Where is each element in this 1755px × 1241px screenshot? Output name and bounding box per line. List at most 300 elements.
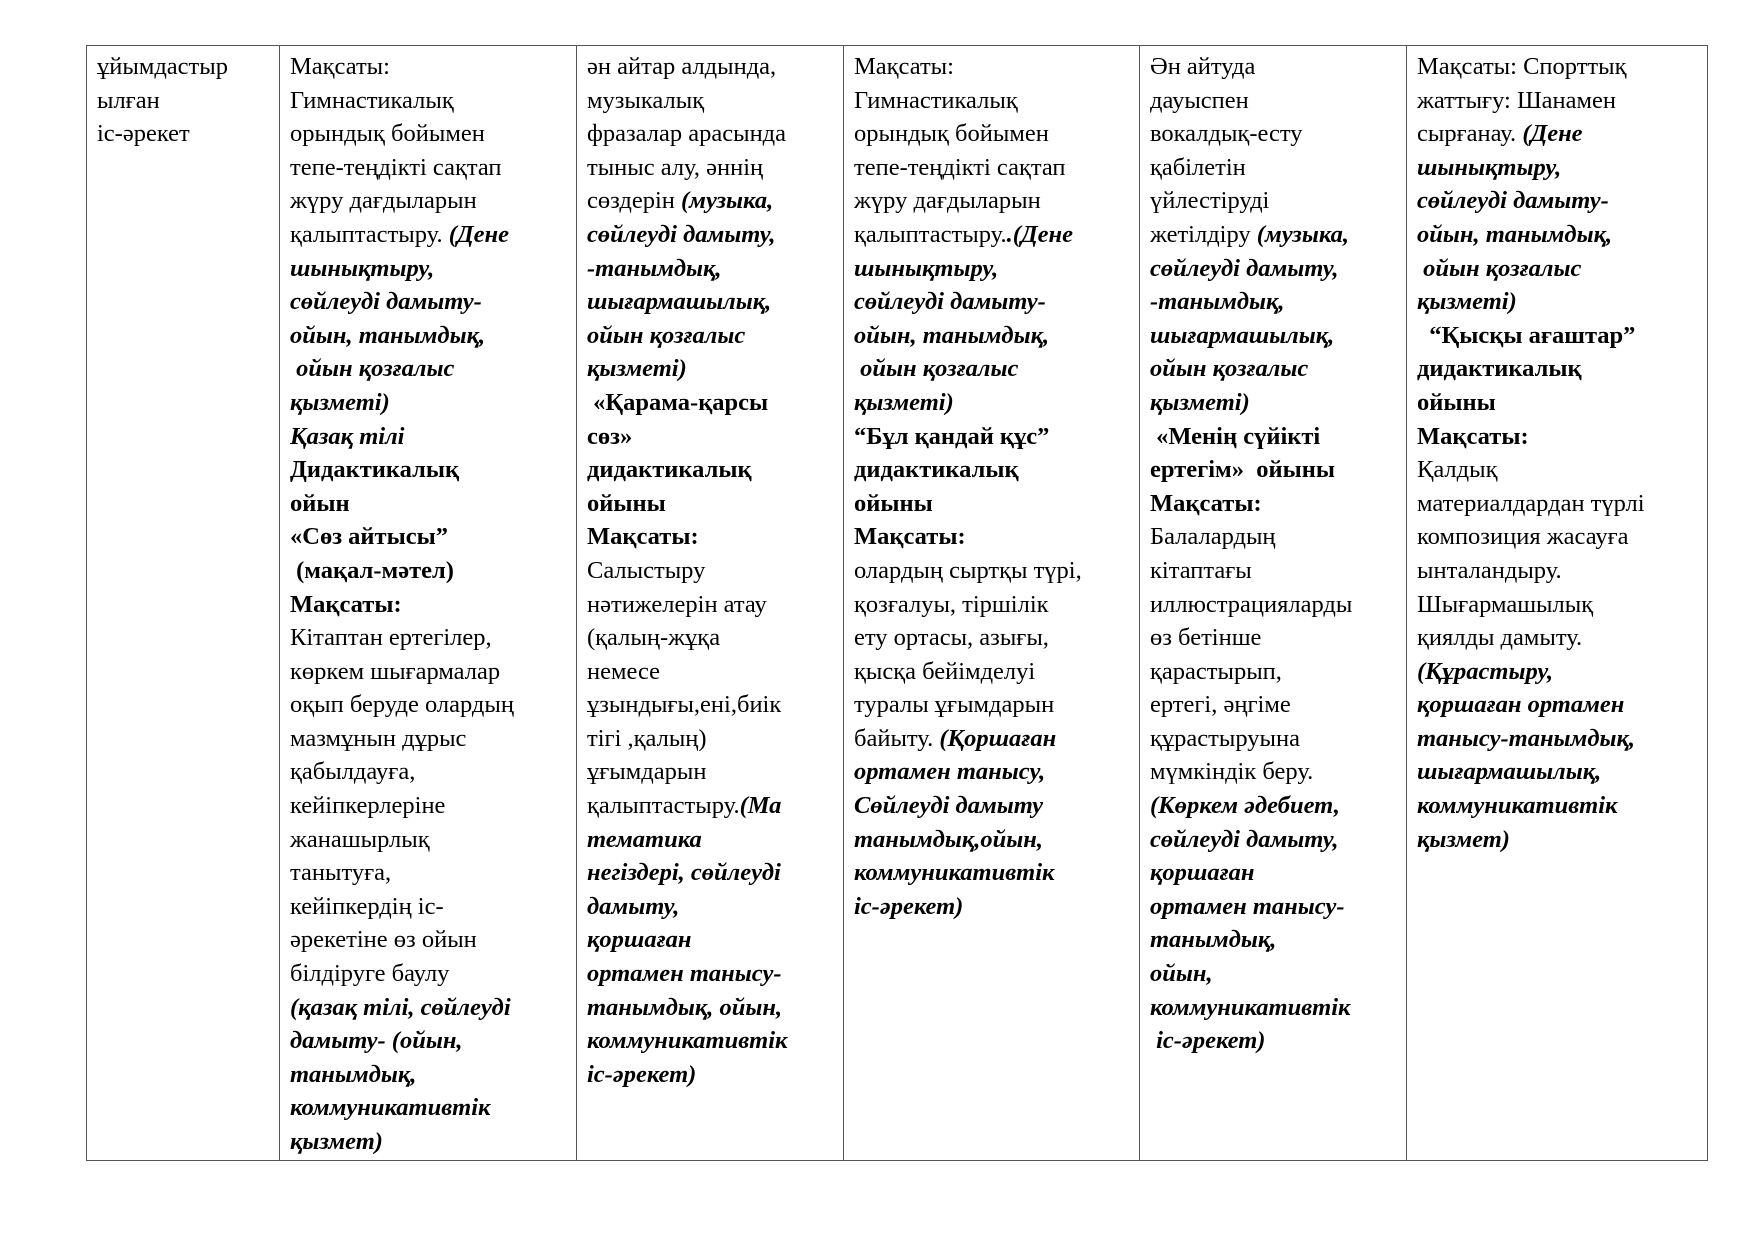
cell-line [854, 722, 1131, 756]
text-run: ән айтар алдында, [587, 53, 777, 80]
text-run: көркем шығармалар [290, 657, 501, 685]
text-run: қарастырып, [1150, 657, 1282, 685]
text-run: ойыны [1417, 388, 1496, 416]
text-run: «Менің сүйікті [1150, 422, 1321, 450]
text-run: ойын қозғалыс [1150, 355, 1309, 383]
text-run: шығармашылық, [587, 288, 772, 316]
cell-line [290, 856, 568, 890]
cell-line [1417, 688, 1699, 722]
cell-line [587, 823, 835, 857]
text-run: ұзындығы,ені,биік [587, 691, 782, 719]
cell-line [587, 890, 835, 924]
cell-line [1417, 184, 1699, 218]
text-run: Кітаптан ертегілер, [290, 624, 492, 652]
text-run: ойын [290, 489, 350, 517]
cell-line [587, 84, 835, 118]
text-run: мазмұнын дұрыс [290, 724, 467, 752]
tuesday-cell [577, 46, 844, 1161]
text-run: жетілдіру [1150, 220, 1257, 248]
cell-line [1150, 991, 1398, 1025]
row-label-line: іс-әрекет [97, 120, 190, 148]
cell-line [290, 1058, 568, 1092]
cell-line [1150, 117, 1398, 151]
text-run: іс-әрекет) [1150, 1027, 1266, 1055]
text-run: ойын, танымдық, [854, 321, 1050, 349]
cell-line [587, 1024, 835, 1058]
text-run: негіздері, сөйлеуді [587, 859, 781, 887]
text-run: білдіруге баулу [290, 960, 450, 988]
text-run: танымдық, [290, 1060, 417, 1088]
text-run: ортамен танысу- [587, 960, 782, 988]
text-run: .(Дене [1006, 220, 1073, 248]
cell-line [1150, 655, 1398, 689]
cell-line [290, 1024, 568, 1058]
cell-line [1150, 588, 1398, 622]
cell-line [1417, 319, 1699, 353]
cell-line [854, 453, 1131, 487]
text-run: ойыны [854, 489, 933, 517]
cell-line [1417, 218, 1699, 252]
text-run: қоршаған [587, 926, 692, 954]
cell-line [854, 386, 1131, 420]
text-run: өз бетінше [1150, 624, 1262, 652]
cell-line [1150, 151, 1398, 185]
text-run: қызметі) [587, 355, 687, 383]
text-run: Мақсаты: [290, 53, 390, 80]
cell-line [854, 218, 1131, 252]
text-run: Ән айтуда [1150, 53, 1256, 80]
cell-line [587, 151, 835, 185]
cell-line [854, 319, 1131, 353]
text-run: шығармашылық, [1150, 321, 1335, 349]
cell-line [587, 453, 835, 487]
cell-line [290, 688, 568, 722]
cell-line [587, 117, 835, 151]
text-run: тыныс алу, әннің [587, 153, 764, 181]
text-run: дидактикалық [854, 456, 1019, 484]
text-run: танымдық, ойын, [587, 993, 783, 1021]
text-run: қалыптастыру. [290, 220, 449, 248]
text-run: ойын қозғалыс [587, 321, 746, 349]
cell-line [587, 386, 835, 420]
cell-line [854, 151, 1131, 185]
text-run: іс-әрекет) [587, 1060, 697, 1088]
text-run: қабылдауға, [290, 758, 416, 786]
text-run: “Қысқы ағаштар” [1417, 321, 1636, 349]
cell-line [1150, 319, 1398, 353]
text-run: вокалдық-есту [1150, 120, 1303, 148]
text-run: қызметі) [1417, 288, 1517, 316]
text-run: дауыспен [1150, 86, 1249, 114]
text-run: ортамен танысу- [1150, 892, 1345, 920]
cell-line [290, 319, 568, 353]
cell-line [854, 621, 1131, 655]
cell-line [1417, 621, 1699, 655]
cell-line [587, 688, 835, 722]
table-row [87, 46, 1708, 1161]
cell-line [587, 554, 835, 588]
text-run: «Қарама-қарсы [587, 388, 769, 416]
text-run: (Дене [448, 220, 509, 248]
cell-line [1417, 84, 1699, 118]
cell-line [854, 487, 1131, 521]
text-run: “Бұл қандай құс” [854, 422, 1050, 450]
cell-line [290, 957, 568, 991]
text-run: (музыка, [1256, 220, 1350, 248]
cell-line [1150, 823, 1398, 857]
cell-line [854, 588, 1131, 622]
cell-line [1417, 755, 1699, 789]
text-run: (қалың-жұқа [587, 624, 721, 652]
text-run: (мақал-мәтел) [290, 556, 454, 584]
cell-line [1150, 386, 1398, 420]
text-run: ойын қозғалыс [1417, 254, 1582, 282]
cell-line [290, 487, 568, 521]
text-run: қиялды дамыту. [1417, 624, 1583, 652]
cell-line [1150, 252, 1398, 286]
text-run: оқып беруде олардың [290, 691, 514, 719]
cell-line [587, 588, 835, 622]
cell-line [854, 789, 1131, 823]
cell-line [1150, 520, 1398, 554]
cell-line [1150, 420, 1398, 454]
cell-line [854, 184, 1131, 218]
cell-line [854, 352, 1131, 386]
text-run: шынықтыру, [854, 254, 999, 282]
cell-line [1150, 755, 1398, 789]
cell-line [587, 1058, 835, 1092]
cell-line [1417, 789, 1699, 823]
text-run: ету ортасы, азығы, [854, 624, 1049, 652]
cell-line [290, 722, 568, 756]
text-run: қызметі) [290, 388, 390, 416]
cell-line [290, 50, 568, 84]
cell-line [1150, 285, 1398, 319]
text-run: (Қоршаған [939, 724, 1057, 752]
cell-line [587, 755, 835, 789]
text-run: музыкалық [587, 86, 705, 114]
text-run: ертегім» ойыны [1150, 456, 1335, 484]
cell-line [854, 50, 1131, 84]
cell-line [1150, 352, 1398, 386]
text-run: жүру дағдыларын [854, 187, 1041, 215]
text-run: орындық бойымен [290, 120, 485, 148]
text-run: Қазақ тілі [290, 422, 405, 450]
cell-line [290, 117, 568, 151]
text-run: композиция жасауға [1417, 523, 1629, 551]
text-run: ойыны [587, 489, 666, 517]
text-run: Мақсаты: [587, 523, 699, 551]
cell-line [1417, 252, 1699, 286]
text-run: Мақсаты: [1417, 422, 1529, 450]
cell-line [290, 1091, 568, 1125]
cell-line [290, 218, 568, 252]
cell-line [290, 252, 568, 286]
cell-line [854, 688, 1131, 722]
cell-line [290, 285, 568, 319]
cell-line [1150, 688, 1398, 722]
text-run: (Құрастыру, [1417, 657, 1554, 685]
cell-line [854, 823, 1131, 857]
row-label-cell [87, 46, 280, 1161]
cell-line [587, 285, 835, 319]
text-run: Гимнастикалық [854, 86, 1018, 114]
text-run: (музыка, [681, 187, 774, 215]
text-run: құрастыруына [1150, 724, 1300, 752]
cell-line [587, 420, 835, 454]
cell-line [1417, 386, 1699, 420]
text-run: ертегі, әңгіме [1150, 691, 1291, 719]
cell-line [587, 789, 835, 823]
cell-line [587, 923, 835, 957]
text-run: немесе [587, 657, 661, 685]
cell-line [854, 285, 1131, 319]
cell-line [587, 487, 835, 521]
text-run: коммуникативтік [290, 1094, 491, 1122]
text-run: коммуникативтік [854, 859, 1055, 887]
cell-line [1150, 957, 1398, 991]
text-run: Мақсаты: [290, 590, 402, 618]
cell-line [854, 655, 1131, 689]
row-label-line: ылған [97, 86, 160, 114]
text-run: танысу-танымдық, [1417, 724, 1636, 752]
text-run: орындық бойымен [854, 120, 1049, 148]
text-run: дидактикалық [587, 456, 752, 484]
text-run: (Дене [1522, 120, 1583, 148]
text-run: (Ма [739, 792, 782, 820]
thursday-cell [1140, 46, 1407, 1161]
cell-line [854, 755, 1131, 789]
cell-line [1150, 890, 1398, 924]
text-run: сөйлеуді дамыту- [854, 288, 1046, 316]
text-run: байыту. [854, 724, 940, 752]
cell-line [1150, 453, 1398, 487]
text-run: «Сөз айтысы” [290, 523, 448, 551]
cell-line [1150, 184, 1398, 218]
cell-line [1150, 50, 1398, 84]
text-run: қабілетін [1150, 153, 1246, 181]
text-run: сөйлеуді дамыту, [587, 220, 776, 248]
text-run: ынталандыру. [1417, 556, 1562, 584]
cell-line [1417, 487, 1699, 521]
text-run: дамыту, [587, 892, 680, 920]
cell-line [854, 520, 1131, 554]
text-run: жанашырлық [290, 825, 430, 853]
text-run: -танымдық, [1150, 288, 1285, 316]
text-run: (қазақ тілі, сөйлеуді [290, 993, 511, 1021]
text-run: сөйлеуді дамыту- [290, 288, 482, 316]
text-run: танытуға, [290, 859, 392, 887]
cell-line [1150, 722, 1398, 756]
cell-line [587, 991, 835, 1025]
text-run: тепе-теңдікті сақтап [290, 153, 502, 181]
cell-line [587, 184, 835, 218]
row-label-line: ұйымдастыр [97, 53, 228, 80]
text-run: шынықтыру, [1417, 153, 1562, 181]
text-run: қызметі) [1150, 388, 1250, 416]
cell-line [290, 621, 568, 655]
cell-line [1417, 50, 1699, 84]
text-run: әрекетіне өз ойын [290, 926, 477, 954]
text-run: ұғымдарын [587, 758, 707, 786]
text-run: ойын, танымдық, [1417, 220, 1613, 248]
text-run: тігі ,қалың) [587, 724, 707, 752]
text-run: қалыптастыру. [854, 220, 1007, 248]
cell-line [587, 856, 835, 890]
text-run: қызметі) [854, 388, 954, 416]
cell-line [587, 50, 835, 84]
text-run: нәтижелерін атау [587, 590, 767, 618]
cell-line [1150, 621, 1398, 655]
text-run: қызмет) [1417, 825, 1510, 853]
text-run: коммуникативтік [1150, 993, 1351, 1021]
text-run: Гимнастикалық [290, 86, 454, 114]
monday-cell [280, 46, 577, 1161]
text-run: ойын, танымдық, [290, 321, 486, 349]
text-run: тематика [587, 825, 702, 853]
text-run: олардың сыртқы түрі, [854, 556, 1082, 584]
cell-line [290, 655, 568, 689]
text-run: ойын, [1150, 960, 1213, 988]
cell-line [1417, 655, 1699, 689]
cell-line [290, 588, 568, 622]
cell-line [290, 84, 568, 118]
cell-line [290, 1125, 568, 1159]
text-run: қысқа бейімделуі [854, 657, 1036, 685]
cell-line [1417, 588, 1699, 622]
text-run: шығармашылық, [1417, 758, 1602, 786]
cell-line [290, 991, 568, 1025]
cell-line [1150, 923, 1398, 957]
cell-line [854, 420, 1131, 454]
text-run: Мақсаты: [1150, 489, 1262, 517]
cell-line [1417, 453, 1699, 487]
text-run: коммуникативтік [587, 1027, 788, 1055]
text-run: материалдардан түрлі [1417, 489, 1645, 517]
cell-line [1150, 1024, 1398, 1058]
text-run: Мақсаты: [854, 523, 966, 551]
lesson-plan-table [86, 45, 1708, 1161]
cell-line [290, 520, 568, 554]
cell-line [1417, 722, 1699, 756]
cell-line [1150, 856, 1398, 890]
text-run: Сөйлеуді дамыту [854, 792, 1044, 820]
cell-line [854, 117, 1131, 151]
text-run: фразалар арасында [587, 120, 787, 148]
cell-line [587, 957, 835, 991]
text-run: Шығармашылық [1417, 590, 1594, 618]
text-run: иллюстрацияларды [1150, 590, 1353, 618]
text-run: Мақсаты: [854, 53, 954, 80]
cell-line [290, 554, 568, 588]
text-run: қозғалуы, тіршілік [854, 590, 1049, 618]
cell-line [854, 554, 1131, 588]
cell-line [587, 352, 835, 386]
cell-line [854, 252, 1131, 286]
cell-line [587, 655, 835, 689]
text-run: туралы ұғымдарын [854, 691, 1055, 719]
cell-line [854, 856, 1131, 890]
text-run: жаттығу: Шанамен [1417, 86, 1617, 114]
text-run: іс-әрекет) [854, 892, 964, 920]
cell-line [587, 520, 835, 554]
cell-line [1150, 487, 1398, 521]
text-run: сырғанау. [1417, 120, 1523, 148]
text-run: жүру дағдыларын [290, 187, 477, 215]
text-run: кітаптағы [1150, 556, 1252, 584]
text-run: дамыту- (ойын, [290, 1027, 463, 1055]
text-run: сөйлеуді дамыту, [1150, 254, 1339, 282]
text-run: Балалардың [1150, 523, 1276, 551]
text-run: үйлестіруді [1150, 187, 1270, 215]
cell-line [1417, 285, 1699, 319]
cell-line [1417, 823, 1699, 857]
text-run: сөздерін [587, 187, 681, 215]
cell-line [290, 890, 568, 924]
text-run: танымдық, [1150, 926, 1277, 954]
cell-line [1150, 554, 1398, 588]
cell-line [1417, 352, 1699, 386]
text-run: сөйлеуді дамыту- [1417, 187, 1609, 215]
cell-line [1150, 84, 1398, 118]
cell-line [587, 722, 835, 756]
text-run: Мақсаты: Спорттық [1417, 53, 1627, 80]
text-run: (Көркем әдебиет, [1150, 792, 1340, 820]
cell-line [290, 151, 568, 185]
cell-line [1150, 789, 1398, 823]
cell-line [290, 453, 568, 487]
cell-line [1417, 117, 1699, 151]
cell-line [1417, 151, 1699, 185]
text-run: қоршаған [1150, 859, 1255, 887]
text-run: қоршаған ортамен [1417, 691, 1625, 719]
cell-line [1417, 420, 1699, 454]
text-run: сөз» [587, 422, 633, 450]
cell-line [587, 319, 835, 353]
cell-line [854, 890, 1131, 924]
wednesday-cell [844, 46, 1140, 1161]
text-run: сөйлеуді дамыту, [1150, 825, 1339, 853]
text-run: дидактикалық [1417, 355, 1582, 383]
cell-line [290, 420, 568, 454]
cell-line [290, 386, 568, 420]
text-run: Дидактикалық [290, 456, 460, 484]
text-run: мүмкіндік беру. [1150, 758, 1314, 786]
text-run: танымдық,ойын, [854, 825, 1043, 853]
cell-line [587, 218, 835, 252]
cell-line [290, 352, 568, 386]
cell-line [290, 184, 568, 218]
text-run: кейіпкерлеріне [290, 792, 446, 820]
cell-line [587, 252, 835, 286]
text-run: ортамен танысу, [854, 758, 1046, 786]
cell-line [1417, 554, 1699, 588]
cell-line [290, 923, 568, 957]
text-run: қызмет) [290, 1128, 383, 1155]
text-run: қалыптастыру. [587, 792, 740, 820]
cell-line [1150, 218, 1398, 252]
text-run: коммуникативтік [1417, 792, 1618, 820]
text-run: Қалдық [1417, 456, 1498, 484]
text-run: ойын қозғалыс [854, 355, 1019, 383]
friday-cell [1407, 46, 1708, 1161]
cell-line [854, 84, 1131, 118]
text-run: -танымдық, [587, 254, 722, 282]
text-run: ойын қозғалыс [290, 355, 455, 383]
cell-line [290, 755, 568, 789]
text-run: тепе-теңдікті сақтап [854, 153, 1066, 181]
cell-line [290, 789, 568, 823]
